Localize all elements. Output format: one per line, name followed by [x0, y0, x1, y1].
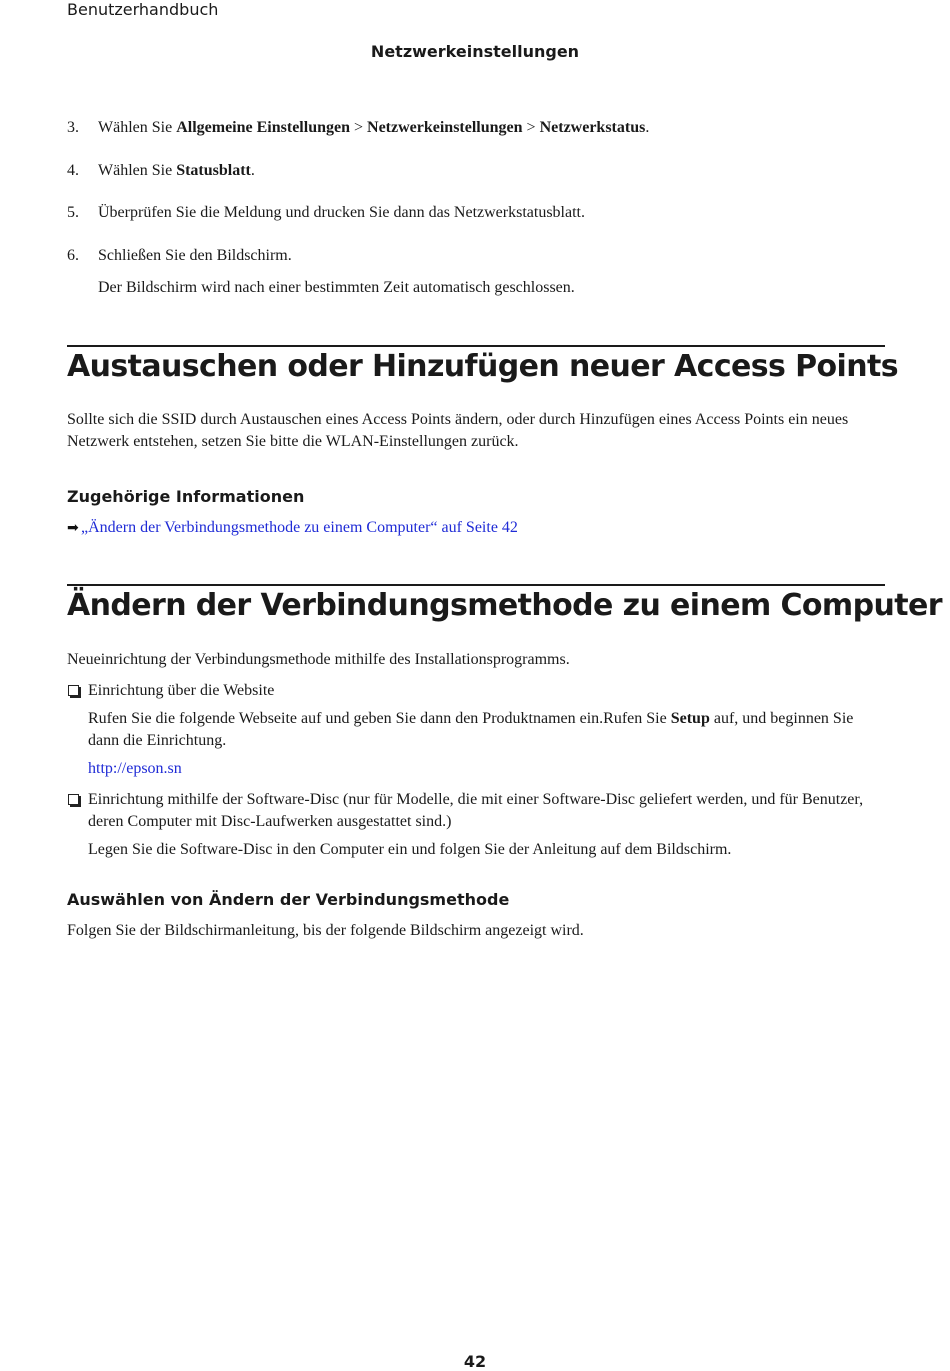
related-info-heading: Zugehörige Informationen [67, 487, 305, 506]
step-text: > [349, 119, 368, 136]
section-divider [67, 345, 885, 347]
step-6-text: Schließen Sie den Bildschirm. [98, 247, 292, 264]
checkbox-bullet-icon [68, 794, 79, 805]
related-info-link[interactable]: „Ändern der Verbindungsmethode zu einem Computer“ auf Seite 42 [81, 519, 518, 536]
step-5-text: Überprüfen Sie die Meldung und drucken Sie dann das Netzwerkstatusblatt. [98, 204, 585, 221]
arrow-right-icon: ➡ [67, 520, 79, 536]
step-3-text [98, 119, 649, 137]
step-number: 3. [67, 119, 79, 136]
section-heading-connection-method: Ändern der Verbindungsmethode zu einem Computer [67, 588, 942, 623]
menu-path-item: Allgemeine Einstellungen [176, 119, 350, 136]
setup-keyword: Setup [670, 710, 710, 727]
connection-intro: Neueinrichtung der Verbindungsmethode mithilfe des Installationsprogramms. [67, 651, 570, 668]
checkbox-bullet-icon [68, 685, 79, 696]
bullet-text: auf, und beginnen Sie dann die Einrichtung. [88, 710, 854, 749]
bullet-disc-title: Einrichtung mithilfe der Software-Disc (nur für Modelle, die mit einer Software-Disc geliefert werden, und für Benutzer, deren Computer mit Disc-Laufwerken ausgestattet sind.) [88, 791, 864, 830]
step-text: Wählen Sie [98, 119, 177, 136]
step-number: 5. [67, 204, 79, 221]
step-number: 6. [67, 247, 79, 264]
bullet-disc-text: Legen Sie die Software-Disc in den Computer ein und folgen Sie der Anleitung auf dem Bildschirm. [88, 841, 732, 858]
step-text: . [645, 119, 650, 136]
sub-heading-select: Auswählen von Ändern der Verbindungsmethode [67, 890, 510, 909]
epson-url-link[interactable]: http://epson.sn [88, 760, 182, 777]
section-label: Netzwerkeinstellungen [370, 42, 580, 61]
bullet-website-title: Einrichtung über die Website [88, 682, 275, 699]
running-title: Benutzerhandbuch [67, 0, 219, 19]
step-6-note: Der Bildschirm wird nach einer bestimmten Zeit automatisch geschlossen. [98, 279, 575, 296]
menu-path-item: Netzwerkeinstellungen [367, 119, 523, 136]
section-divider [67, 584, 885, 586]
sub-heading-text: Folgen Sie der Bildschirmanleitung, bis der folgende Bildschirm angezeigt wird. [67, 922, 584, 939]
step-text: . [250, 162, 255, 179]
bullet-text: Rufen Sie die folgende Webseite auf und geben Sie dann den Produktnamen ein.Rufen Sie [88, 710, 671, 727]
section-heading-access-points: Austauschen oder Hinzufügen neuer Access Points [67, 349, 898, 384]
step-number: 4. [67, 162, 79, 179]
menu-path-item: Statusblatt [176, 162, 251, 179]
step-4-text [98, 162, 255, 180]
step-text: Wählen Sie [98, 162, 177, 179]
access-points-paragraph: Sollte sich die SSID durch Austauschen eines Access Points ändern, oder durch Hinzufügen eines Access Points ein neues Netzwerk entstehen, setzen Sie bitte die WLAN-Einstellungen zurück. [67, 411, 849, 450]
related-link-row[interactable] [67, 517, 518, 539]
page-number: 42 [463, 1352, 487, 1371]
bullet-website-text [88, 708, 878, 752]
menu-path-item: Netzwerkstatus [539, 119, 646, 136]
step-text: > [522, 119, 540, 136]
